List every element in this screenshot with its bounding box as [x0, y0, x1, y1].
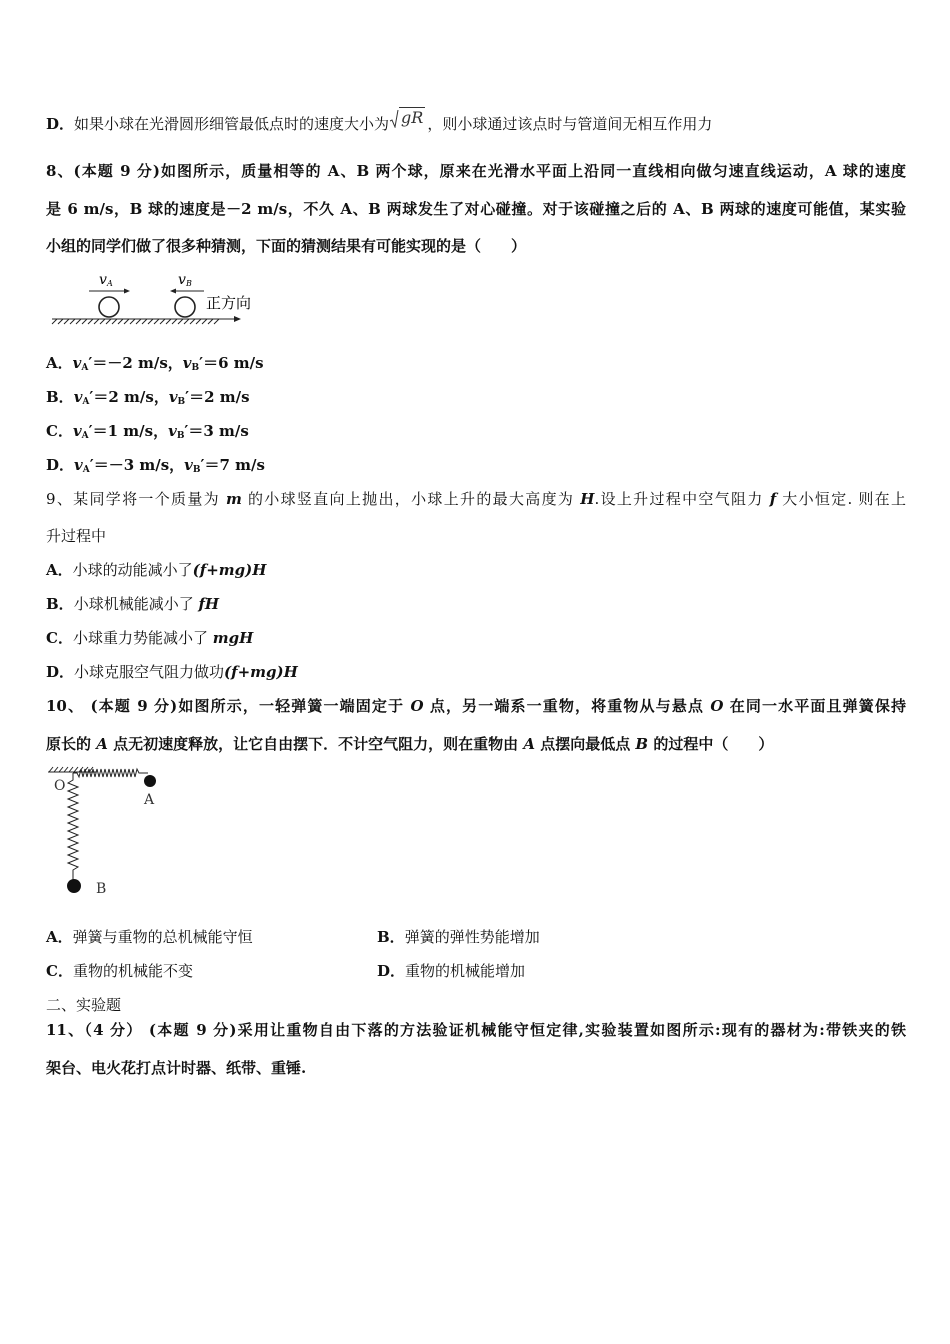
q8-figure: [46, 268, 276, 330]
q10-option-b: [377, 927, 540, 947]
label-va: v: [99, 272, 107, 288]
q8-option-c: C．$v_A'=1$ m/s，$v_B'=3$ m/s: [46, 422, 249, 441]
option-b-velocity: ＝6 m/s: [203, 354, 264, 372]
option-label: C．: [46, 962, 73, 980]
label-b: B: [96, 881, 107, 897]
q10-stem-line1: 10、 (本题 9 分)如图所示，一轻弹簧一端固定于 O 点，另一端系一重物，将重物从与悬点 O 在同一水平面且弹簧保持: [46, 697, 906, 715]
option-b-velocity: ＝2 m/s: [189, 388, 250, 406]
option-text: 小球机械能减小了: [73, 595, 199, 613]
option-text: 重物的机械能增加: [405, 962, 526, 980]
q9-option-a: [46, 560, 266, 580]
option-a-velocity: ＝1 m/s，: [92, 422, 169, 440]
option-formula: mgH: [212, 629, 254, 647]
option-text: 弹簧的弹性势能增加: [404, 928, 540, 946]
q8-option-d: D．$v_A'=-3$ m/s，$v_B'=7$ m/s: [46, 456, 265, 475]
q10-option-c: [46, 961, 193, 981]
option-text: 如果小球在光滑圆形细管最低点时的速度大小为: [74, 115, 390, 133]
q9-option-d: [46, 662, 298, 682]
velocity-b-arrowhead: [170, 289, 176, 294]
q10-option-a: [46, 927, 253, 947]
positive-direction-arrowhead: [234, 316, 241, 322]
option-label: A．: [46, 354, 73, 372]
label-positive-direction: 正方向: [206, 294, 252, 312]
option-a-velocity: ＝2 m/s，: [93, 388, 169, 406]
label-a: A: [144, 792, 155, 808]
option-b-velocity: ＝3 m/s: [188, 422, 249, 440]
ground-hatch: [52, 319, 224, 324]
option-formula: (f+mg)H: [192, 561, 267, 579]
option-label: B．: [46, 595, 74, 613]
velocity-a-arrowhead: [124, 289, 130, 294]
q8-stem-line1: 8、(本题 9 分)如图所示，质量相等的 A、B 两个球，原来在光滑水平面上沿同一直线相向做匀速直线运动，A 球的速度: [46, 162, 906, 180]
q10-figure: [44, 762, 174, 902]
option-b-velocity: ＝7 m/s: [204, 456, 265, 474]
option-label: A．: [46, 928, 73, 946]
option-a-velocity: ＝－3 m/s，: [93, 456, 185, 474]
option-label: B．: [46, 388, 74, 406]
horizontal-spring: [73, 769, 148, 777]
q9-stem-line1: 9、某同学将一个质量为 m 的小球竖直向上抛出，小球上升的最大高度为 H.设上升过程中空气阻力 f 大小恒定. 则在上: [46, 490, 906, 508]
mass-at-a: [144, 775, 156, 787]
option-formula: fH: [198, 595, 220, 613]
mass-at-b: [67, 879, 81, 893]
label-o: O: [54, 778, 66, 794]
option-label: D．: [377, 962, 406, 980]
option-label: D．: [46, 663, 75, 681]
q8-stem-line3: 小组的同学们做了很多种猜测，下面的猜测结果有可能实现的是（ ）: [46, 237, 527, 255]
section-title: 二、实验题: [46, 996, 122, 1014]
q8-option-a: A．$v_A'=-2$ m/s，$v_B'=6$ m/s: [46, 354, 264, 373]
sqrt-radicand: gR: [401, 108, 424, 127]
q9-option-c: [46, 628, 253, 648]
q10-stem-line2: 原长的 A 点无初速度释放，让它自由摆下．不计空气阻力，则在重物由 A 点摆向最低点 B 的过程中（ ）: [46, 735, 774, 753]
option-text: 弹簧与重物的总机械能守恒: [72, 928, 253, 946]
q9-stem-line2: 升过程中: [46, 527, 107, 545]
option-text: 小球克服空气阻力做功: [74, 663, 225, 681]
option-text: 小球的动能减小了: [72, 561, 193, 579]
q11-stem-line1: 11、（4 分） (本题 9 分)采用让重物自由下落的方法验证机械能守恒定律,实验装置如图所示:现有的器材为:带铁夹的铁: [46, 1021, 906, 1039]
option-text-after: ，则小球通过该点时与管道间无相互作用力: [427, 115, 713, 133]
label-vb-sub: B: [186, 279, 192, 288]
q10-option-d: [377, 961, 525, 981]
option-text: 重物的机械能不变: [72, 962, 193, 980]
ball-b: [175, 297, 195, 317]
sqrt-formula: [389, 108, 427, 128]
option-a-velocity: ＝－2 m/s，: [92, 354, 183, 372]
option-label: D．: [46, 456, 75, 474]
option-formula: (f+mg)H: [224, 663, 298, 681]
q7-option-d: [46, 108, 713, 134]
option-label: C．: [46, 629, 73, 647]
vertical-spring: [68, 773, 78, 880]
option-label: A．: [46, 561, 73, 579]
option-label: C．: [46, 422, 73, 440]
label-vb: v: [178, 272, 186, 288]
q8-stem-line2: 是 6 m/s，B 球的速度是－2 m/s，不久 A、B 两球发生了对心碰撞。对于该碰撞之后的 A、B 两球的速度可能值，某实验: [46, 200, 906, 218]
q8-option-b: B．$v_A'=2$ m/s，$v_B'=2$ m/s: [46, 388, 250, 407]
option-text: 小球重力势能减小了: [72, 629, 213, 647]
label-va-sub: A: [107, 279, 113, 288]
q11-stem-line2: 架台、电火花打点计时器、纸带、重锤.: [46, 1059, 307, 1077]
option-label: D．: [46, 115, 75, 133]
option-label: B．: [377, 928, 405, 946]
q9-option-b: [46, 594, 219, 614]
ball-a: [99, 297, 119, 317]
